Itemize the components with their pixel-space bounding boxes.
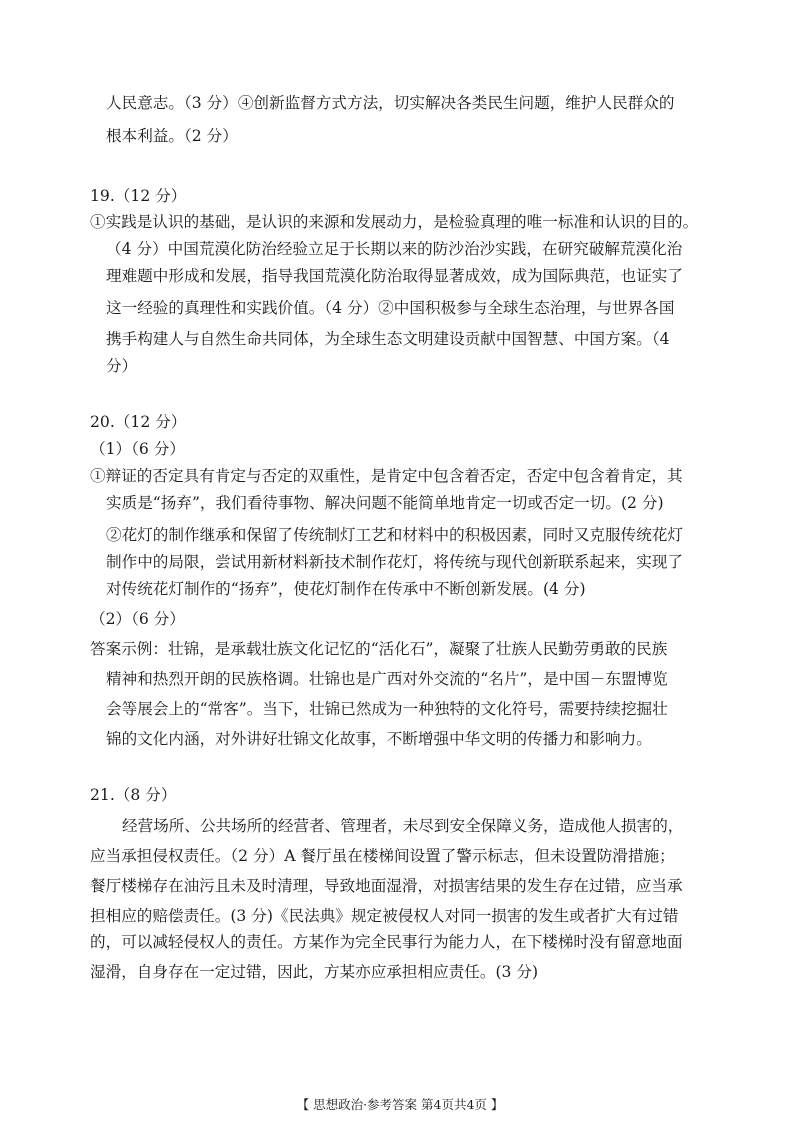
q20-heading: 20.（12 分） bbox=[90, 413, 187, 431]
q19-line: 携手构建人与自然生命共同体，为全球生态文明建设贡献中国智慧、中国方案。（4 bbox=[106, 330, 670, 348]
q20-part2-line: 精神和热烈开朗的民族格调。壮锦也是广西对外交流的“名片”，是中国－东盟博览 bbox=[106, 670, 668, 688]
q21-line: 经营场所、公共场所的经营者、管理者，未尽到安全保障义务，造成他人损害的， bbox=[122, 817, 684, 835]
q19-line: ①实践是认识的基础，是认识的来源和发展动力，是检验真理的唯一标准和认识的目的。 bbox=[90, 213, 699, 231]
q20-part1-line: ②花灯的制作继承和保留了传统制灯工艺和材料中的积极因素，同时又克服传统花灯 bbox=[106, 526, 683, 544]
q21-heading: 21.（8 分） bbox=[90, 786, 177, 804]
q19-line: 理难题中形成和发展，指导我国荒漠化防治取得显著成效，成为国际典范，也证实了 bbox=[106, 267, 683, 285]
q20-part1-line: 实质是“扬弃”，我们看待事物、解决问题不能简单地肯定一切或否定一切。(2 分) bbox=[106, 494, 664, 512]
q21-line: 担相应的赔偿责任。(3 分)《民法典》规定被侵权人对同一损害的发生或者扩大有过错 bbox=[90, 907, 679, 925]
q20-part1-line: ①辩证的否定具有肯定与否定的双重性，是肯定中包含着否定，否定中包含着肯定，其 bbox=[90, 467, 683, 485]
q20-part1-line: 对传统花灯制作的“扬弃”，使花灯制作在传承中不断创新发展。(4 分) bbox=[106, 580, 586, 598]
q19-line: 分） bbox=[106, 357, 138, 375]
q20-part1-label: （1）（6 分） bbox=[90, 440, 185, 458]
q21-line: 餐厅楼梯存在油污且未及时清理，导致地面湿滑，对损害结果的发生存在过错，应当承 bbox=[90, 877, 683, 895]
q21-line: 应当承担侵权责任。（2 分）A 餐厅虽在楼梯间设置了警示标志，但未设置防滑措施； bbox=[90, 847, 675, 865]
q20-part2-line: 答案示例：壮锦，是承载壮族文化记忆的“活化石”，凝聚了壮族人民勤劳勇敢的民族 bbox=[90, 640, 668, 658]
q20-part1-line: 制作中的局限，尝试用新材料新技术制作花灯，将传统与现代创新联系起来，实现了 bbox=[106, 553, 683, 571]
q19-heading: 19.（12 分） bbox=[90, 187, 187, 205]
continuation-line: 根本利益。（2 分） bbox=[106, 127, 238, 145]
q20-part2-line: 会等展会上的“常客”。当下，壮锦已然成为一种独特的文化符号，需要持续挖掘壮 bbox=[106, 700, 668, 718]
q20-part2-label: （2）（6 分） bbox=[90, 610, 185, 628]
page-footer: 【 思想政治·参考答案 第4页共4页 】 bbox=[296, 1097, 504, 1112]
continuation-line: 人民意志。（3 分）④创新监督方式方法，切实解决各类民生问题，维护人民群众的 bbox=[106, 94, 675, 112]
q20-part2-line: 锦的文化内涵，对外讲好壮锦文化故事，不断增强中华文明的传播力和影响力。 bbox=[106, 730, 652, 748]
q21-line: 湿滑，自身存在一定过错，因此，方某亦应承担相应责任。(3 分) bbox=[90, 963, 539, 981]
q19-line: 这一经验的真理性和实践价值。（4 分）②中国积极参与全球生态治理，与世界各国 bbox=[106, 299, 675, 317]
q19-line: （4 分）中国荒漠化防治经验立足于长期以来的防沙治沙实践，在研究破解荒漠化治 bbox=[106, 240, 683, 258]
q21-line: 的，可以减轻侵权人的责任。方某作为完全民事行为能力人，在下楼梯时没有留意地面 bbox=[90, 933, 683, 951]
